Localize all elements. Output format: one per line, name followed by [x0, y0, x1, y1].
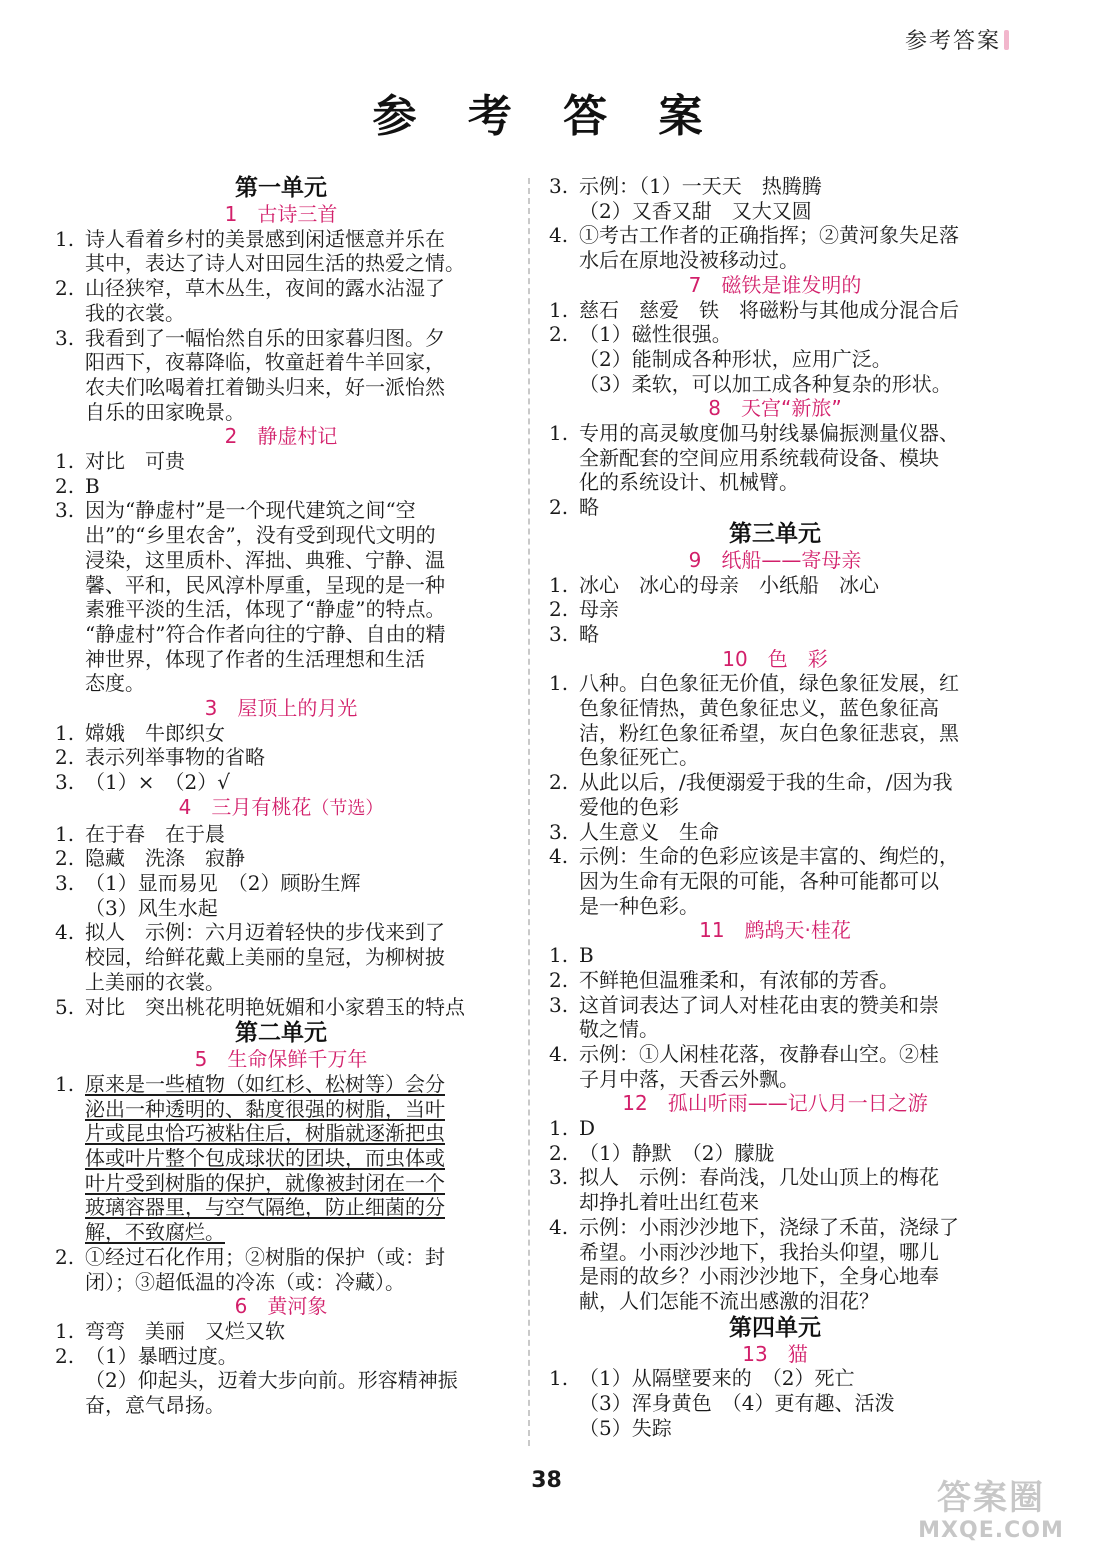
item-number: 2.	[549, 495, 569, 520]
unit-heading-4: 第四单元	[729, 1314, 821, 1341]
item-number: 1.	[549, 1116, 569, 1141]
lesson-title-3: 3 屋顶上的月光	[204, 696, 358, 721]
answer-line: 我的衣裳。	[85, 300, 185, 325]
answer-line: （2）仰起头，迈着大步向前。形容精神振	[85, 1368, 458, 1393]
answer-line: 示例：（1）一天天 热腾腾	[579, 174, 822, 198]
item-number: 4.	[549, 844, 569, 869]
answer-line: 拟人 示例：六月迈着轻快的步伐来到了	[85, 920, 445, 945]
answer-line: 却挣扎着吐出红苞来	[579, 1190, 759, 1215]
item-number: 1.	[55, 821, 75, 846]
item-number: 3.	[549, 819, 569, 844]
unit-heading-2: 第二单元	[235, 1020, 327, 1047]
unit-heading-1: 第一单元	[235, 175, 327, 201]
answer-item	[55, 474, 507, 499]
answer-item	[55, 1072, 507, 1245]
answer-line: （1）磁性很强。	[579, 322, 732, 347]
answer-line: 希望。小雨沙沙地下，我抬头仰望，哪儿	[579, 1239, 939, 1264]
answer-item	[549, 1165, 1001, 1214]
answer-item	[549, 597, 1001, 622]
lesson-title-8: 8 天宫“新旅”	[708, 396, 842, 421]
answer-line: 化的系统设计、机械臂。	[579, 470, 799, 495]
item-number: 1.	[549, 943, 569, 968]
answer-line: 奋，意气昂扬。	[85, 1393, 225, 1418]
item-number: 3.	[549, 621, 569, 646]
answer-line: （5）失踪	[579, 1415, 672, 1440]
item-number: 2.	[549, 770, 569, 795]
answer-line: 态度。	[85, 671, 145, 696]
item-number: 1.	[55, 720, 75, 745]
answer-line: 是雨的故乡？小雨沙沙地下，全身心地奉	[579, 1264, 939, 1289]
answer-text: 不鲜艳但温雅柔和，有浓郁的芳香。	[579, 967, 899, 992]
answer-line: 神世界，体现了作者的生活理想和生活	[85, 646, 425, 671]
right-column	[549, 174, 1001, 1440]
column-divider	[528, 178, 530, 1446]
answer-line: 示例：生命的色彩应该是丰富的、绚烂的，	[579, 844, 959, 869]
answer-line: “静虚村”符合作者向往的宁静、自由的精	[85, 621, 446, 646]
answer-line: 因为生命有无限的可能，各种可能都可以	[579, 868, 939, 893]
item-number: 5.	[55, 994, 75, 1019]
lesson-title-11: 11 鹧鸪天·桂花	[699, 918, 851, 943]
answer-text: 表示列举事物的省略	[85, 745, 265, 770]
answer-item	[55, 1344, 507, 1418]
answer-item	[55, 1319, 507, 1344]
answer-line: 自乐的田家晚景。	[85, 399, 245, 424]
answer-item	[549, 820, 1001, 845]
answer-text: 对比 可贵	[85, 449, 185, 474]
item-number: 1.	[55, 1071, 75, 1096]
item-number: 3.	[549, 1165, 569, 1190]
lesson-title-9: 9 纸船——寄母亲	[688, 547, 862, 572]
answer-item	[549, 1141, 1001, 1166]
answer-item	[55, 721, 507, 746]
answer-line: 玻璃容器里，与空气隔绝，防止细菌的分	[85, 1195, 445, 1220]
answer-item	[549, 844, 1001, 918]
lesson-title-6: 6 黄河象	[234, 1294, 328, 1319]
answer-item	[55, 822, 507, 847]
answer-item	[549, 968, 1001, 993]
lesson-title-text: 4 三月有桃花	[178, 794, 312, 819]
answer-item	[55, 1245, 507, 1294]
item-number: 1.	[55, 226, 75, 251]
item-number: 2.	[549, 1140, 569, 1165]
item-number: 4.	[549, 1041, 569, 1066]
answer-line: 泌出一种透明的、黏度很强的树脂，当叶	[85, 1096, 445, 1121]
answer-item	[549, 573, 1001, 598]
answer-line: 从此以后，/我便溺爱于我的生命，/因为我	[579, 770, 953, 795]
answer-line: 片或昆虫恰巧被粘住后，树脂就逐渐把虫	[85, 1121, 445, 1146]
answer-line: 叶片受到树脂的保护，就像被封闭在一个	[85, 1170, 445, 1195]
answer-line: 诗人看着乡村的美景感到闲适惬意并乐在	[85, 226, 445, 251]
item-number: 1.	[549, 1366, 569, 1391]
answer-text: B	[579, 943, 594, 968]
item-number: 2.	[55, 473, 75, 498]
page-number: 38	[531, 1468, 562, 1493]
lesson-title-12: 12 孤山听雨——记八月一日之游	[622, 1091, 928, 1116]
answer-line: 浸染，这里质朴、浑拙、典雅、宁静、温	[85, 547, 445, 572]
answer-text: （1）静默 （2）朦胧	[579, 1140, 775, 1165]
item-number: 3.	[55, 498, 75, 523]
answer-item	[549, 1366, 1001, 1440]
answer-text: D	[579, 1116, 596, 1141]
item-number: 2.	[55, 276, 75, 301]
answer-line: 农夫们吆喝着扛着锄头归来，好一派怡然	[85, 374, 445, 399]
answer-item	[549, 421, 1001, 495]
answer-item	[549, 671, 1001, 770]
answer-item	[549, 1042, 1001, 1091]
item-number: 1.	[549, 671, 569, 696]
item-number: 2.	[55, 846, 75, 871]
answer-line: 山径狭窄，草木丛生，夜间的露水沾湿了	[85, 276, 445, 301]
answer-line: 示例：①人闲桂花落，夜静春山空。②桂	[579, 1041, 939, 1066]
item-number: 2.	[549, 597, 569, 622]
answer-line: 色象征死亡。	[579, 745, 699, 770]
answer-text: 慈石 慈爱 铁 将磁粉与其他成分混合后	[579, 297, 959, 322]
item-number: 1.	[549, 297, 569, 322]
answer-line: 闭）；③超低温的冷冻（或：冷藏）。	[85, 1269, 405, 1294]
answer-line: 上美丽的衣裳。	[85, 969, 225, 994]
answer-text: （1）× （2）√	[85, 770, 230, 795]
answer-line: 子月中落，天香云外飘。	[579, 1066, 799, 1091]
lesson-title-4	[55, 795, 507, 822]
answer-text: 略	[579, 495, 599, 520]
watermark-url: MXQE.COM	[918, 1518, 1064, 1543]
left-column	[55, 174, 507, 1418]
item-number: 4.	[55, 920, 75, 945]
answer-item	[55, 995, 507, 1020]
answer-item	[549, 943, 1001, 968]
answer-line: 色象征情热，黄色象征忠义，蓝色象征高	[579, 696, 939, 721]
answer-item	[549, 495, 1001, 520]
answer-item	[55, 498, 507, 696]
answer-line: ①考古工作者的正确指挥；②黄河象失足落	[579, 223, 959, 248]
watermark-text: 答案圈	[937, 1478, 1045, 1518]
answer-line: （1）从隔壁要来的 （2）死亡	[579, 1366, 855, 1391]
lesson-title-2: 2 静虚村记	[224, 424, 338, 449]
answer-item	[549, 223, 1001, 272]
answer-line: 专用的高灵敏度伽马射线暴偏振测量仪器、	[579, 421, 959, 446]
item-number: 2.	[549, 967, 569, 992]
answer-text: 隐藏 洗涤 寂静	[85, 846, 245, 871]
answer-line: 解，不致腐烂。	[85, 1220, 225, 1245]
lesson-title-1: 1 古诗三首	[224, 202, 338, 226]
answer-item	[549, 1215, 1001, 1314]
answer-item	[549, 622, 1001, 647]
answer-text: 人生意义 生命	[579, 819, 719, 844]
answer-line: 素雅平淡的生活，体现了“静虚”的特点。	[85, 597, 446, 622]
lesson-title-note: （节选）	[311, 797, 384, 819]
answer-item	[55, 920, 507, 994]
item-number: 3.	[55, 325, 75, 350]
answer-item	[549, 1116, 1001, 1141]
answer-item	[549, 322, 1001, 396]
answer-item	[55, 276, 507, 325]
item-number: 1.	[549, 572, 569, 597]
answer-line: 校园，给鲜花戴上美丽的皇冠，为柳树披	[85, 945, 445, 970]
answer-line: 馨、平和，民风淳朴厚重，呈现的是一种	[85, 572, 445, 597]
running-header: 参考答案	[904, 29, 1001, 54]
answer-item	[549, 993, 1001, 1042]
answer-text: 略	[579, 621, 599, 646]
answer-line: （1）暴晒过度。	[85, 1343, 238, 1368]
answer-text: B	[85, 473, 100, 498]
answer-line: （2）能制成各种形状，应用广泛。	[579, 346, 892, 371]
item-number: 1.	[549, 421, 569, 446]
answer-line: （3）风生水起	[85, 895, 218, 920]
answer-line: 出”的“乡里农舍”，没有受到现代文明的	[85, 523, 436, 548]
answer-text: 母亲	[579, 597, 619, 622]
answer-line: 洁，粉红色象征希望，灰白色象征悲哀，黑	[579, 720, 959, 745]
answer-item	[55, 770, 507, 795]
answer-item	[55, 449, 507, 474]
item-number: 3.	[55, 770, 75, 795]
answer-line: （2）又香又甜 又大又圆	[579, 198, 812, 223]
lesson-title-13: 13 猫	[742, 1341, 808, 1366]
answer-line: 体或叶片整个包成球状的团块，而虫体或	[85, 1146, 445, 1171]
answer-line: 是一种色彩。	[579, 893, 699, 918]
lesson-title-10: 10 色 彩	[722, 646, 828, 671]
answer-line: 我看到了一幅怡然自乐的田家暮归图。夕	[85, 325, 445, 350]
item-number: 3.	[549, 174, 569, 198]
lesson-title-7: 7 磁铁是谁发明的	[688, 272, 862, 297]
answer-line: 献，人们怎能不流出感激的泪花？	[579, 1288, 879, 1313]
answer-item	[549, 174, 1001, 223]
answer-item	[549, 298, 1001, 323]
answer-text: 对比 突出桃花明艳妩媚和小家碧玉的特点	[85, 994, 465, 1019]
header-accent-bar	[1004, 30, 1009, 50]
item-number: 2.	[55, 745, 75, 770]
answer-line: 示例：小雨沙沙地下，浇绿了禾苗，浇绿了	[579, 1214, 959, 1239]
answer-item	[55, 871, 507, 920]
item-number: 4.	[549, 223, 569, 248]
answer-line: 爱他的色彩	[579, 794, 679, 819]
item-number: 1.	[55, 1318, 75, 1343]
answer-line: 全新配套的空间应用系统载荷设备、模块	[579, 445, 939, 470]
unit-heading-3: 第三单元	[729, 520, 821, 547]
answer-item	[55, 745, 507, 770]
answer-line: （3）柔软，可以加工成各种复杂的形状。	[579, 371, 952, 396]
answer-item	[55, 227, 507, 276]
lesson-title-5: 5 生命保鲜千万年	[194, 1047, 368, 1072]
answer-item	[55, 326, 507, 425]
answer-line: 这首词表达了词人对桂花由衷的赞美和崇	[579, 992, 939, 1017]
item-number: 3.	[549, 992, 569, 1017]
answer-line: 因为“静虚村”是一个现代建筑之间“空	[85, 498, 416, 523]
answer-line: 阳西下，夜幕降临，牧童赶着牛羊回家，	[85, 350, 445, 375]
answer-line: 水后在原地没被移动过。	[579, 248, 799, 273]
answer-line: 八种。白色象征无价值，绿色象征发展，红	[579, 671, 959, 696]
answer-line: （1）显而易见 （2）顾盼生辉	[85, 870, 361, 895]
answer-text: 冰心 冰心的母亲 小纸船 冰心	[579, 572, 879, 597]
answer-line: 拟人 示例：春尚浅，几处山顶上的梅花	[579, 1165, 939, 1190]
item-number: 3.	[55, 870, 75, 895]
watermark-logo	[896, 1478, 1086, 1548]
answer-line: ①经过石化作用；②树脂的保护（或：封	[85, 1244, 445, 1269]
answer-text: 在于春 在于晨	[85, 821, 225, 846]
answer-line: 敬之情。	[579, 1017, 659, 1042]
answer-item	[55, 846, 507, 871]
item-number: 2.	[55, 1244, 75, 1269]
answer-line: 其中，表达了诗人对田园生活的热爱之情。	[85, 251, 465, 276]
page-title: 参 考 答 案	[372, 91, 721, 142]
answer-line: 原来是一些植物（如红杉、松树等）会分	[85, 1071, 445, 1096]
item-number: 1.	[55, 449, 75, 474]
item-number: 2.	[549, 322, 569, 347]
answer-text: 嫦娥 牛郎织女	[85, 720, 225, 745]
answer-text: 弯弯 美丽 又烂又软	[85, 1318, 285, 1343]
item-number: 4.	[549, 1214, 569, 1239]
answer-item	[549, 770, 1001, 819]
item-number: 2.	[55, 1343, 75, 1368]
answer-line: （3）浑身黄色 （4）更有趣、活泼	[579, 1391, 895, 1416]
